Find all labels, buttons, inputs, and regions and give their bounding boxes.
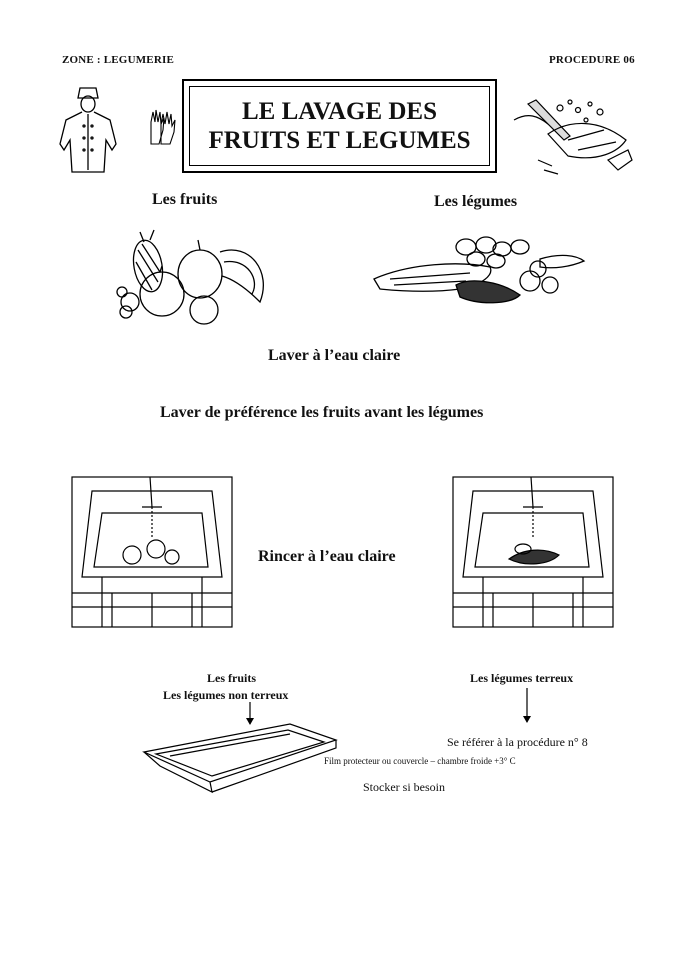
procedure-number: PROCEDURE 06	[549, 54, 635, 66]
store-instruction: Stocker si besoin	[363, 780, 445, 794]
gloves-icon	[147, 108, 177, 148]
bottom-fruits-label: Les fruits	[207, 671, 256, 685]
gastronorm-tray-illustration	[140, 722, 338, 794]
rinse-instruction: Rincer à l’eau claire	[258, 548, 396, 565]
sink-fruits-illustration	[72, 477, 232, 629]
vegetables-illustration	[370, 233, 590, 313]
earthy-vegetables-label: Les légumes terreux	[470, 671, 574, 685]
fruits-label: Les fruits	[152, 191, 218, 208]
film-note: Film protecteur ou couvercle – chambre froide +3° C	[324, 756, 516, 766]
procedure-reference: Se référer à la procédure n° 8	[447, 735, 588, 749]
fruits-illustration	[100, 232, 275, 330]
sink-vegetables-illustration	[453, 477, 613, 629]
cutting-vegetables-icon	[508, 90, 636, 178]
title-line-1: LE LAVAGE DES	[242, 98, 437, 125]
zone-label: ZONE : LEGUMERIE	[62, 54, 174, 66]
wash-instruction: Laver à l’eau claire	[268, 347, 401, 364]
bottom-non-earthy-label: Les légumes non terreux	[163, 688, 289, 702]
title-line-2: FRUITS ET LEGUMES	[208, 127, 471, 154]
chef-icon	[52, 84, 122, 174]
order-instruction: Laver de préférence les fruits avant les légumes	[160, 404, 484, 421]
vegetables-label: Les légumes	[434, 193, 518, 210]
title-frame	[182, 79, 497, 173]
arrow-down-icon	[523, 688, 531, 724]
